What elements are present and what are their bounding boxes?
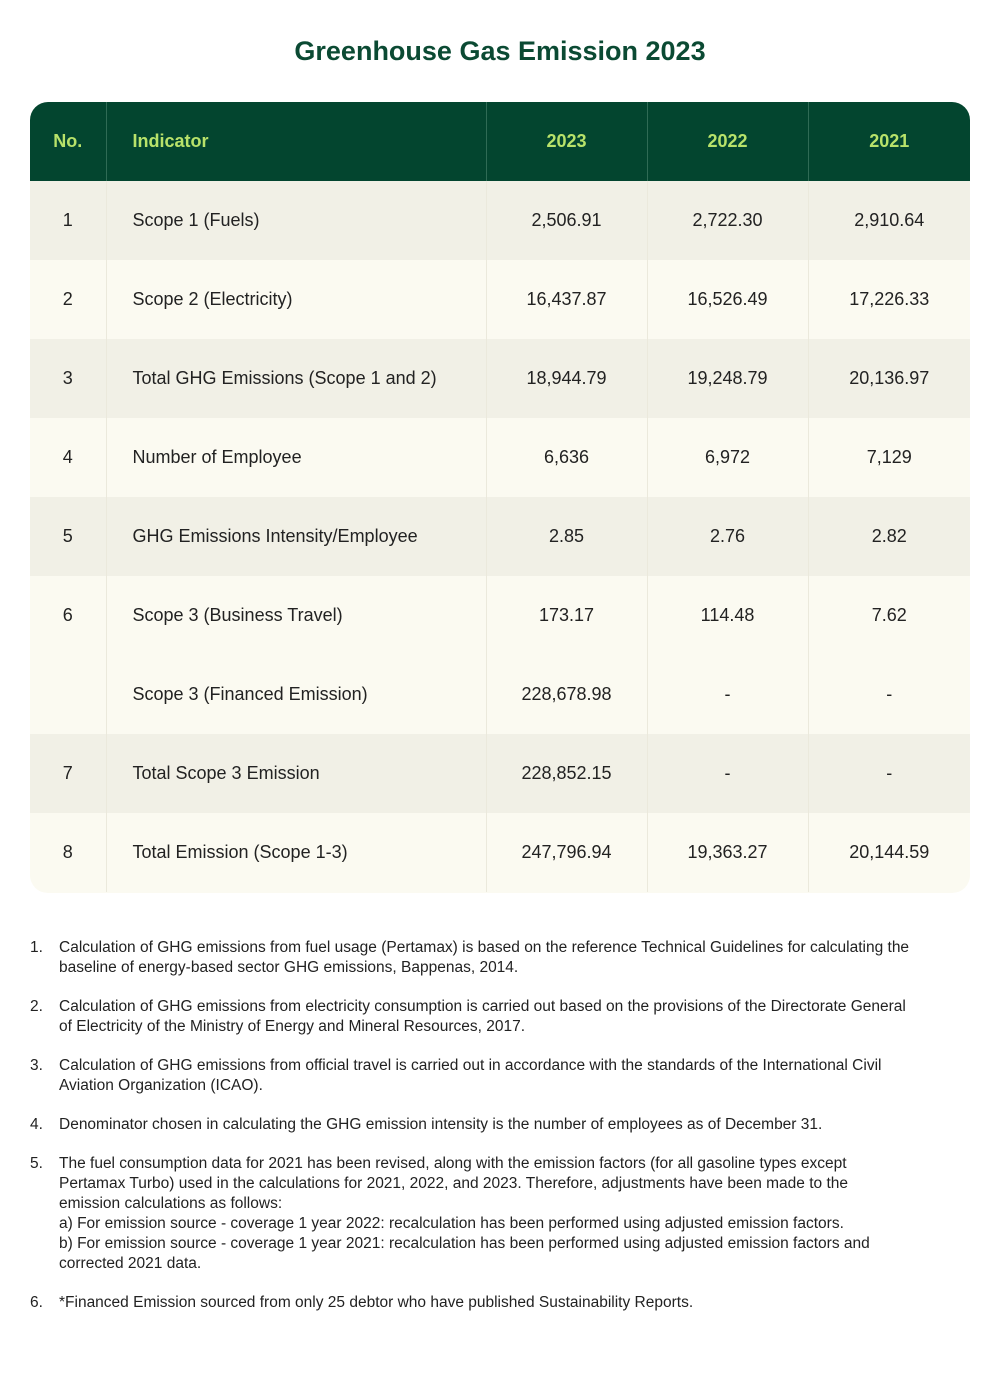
value-2021: 2,910.64	[854, 210, 925, 230]
value-2022: 19,248.79	[647, 339, 808, 418]
value-2022: 2.76	[647, 497, 808, 576]
value-2022: 19,363.27	[647, 813, 808, 892]
value-2023: 6,636	[486, 418, 647, 497]
footnote-text: Aviation Organization (ICAO).	[59, 1077, 263, 1094]
table-body	[30, 181, 970, 892]
indicator-cell: Scope 2 (Electricity)	[106, 260, 486, 339]
value-2023: 2.85	[486, 497, 647, 576]
row-number: 4	[30, 418, 106, 497]
value-2021: -	[886, 763, 893, 783]
emission-table	[30, 102, 970, 892]
table-row	[30, 813, 970, 892]
value-2022: 114.48	[647, 576, 808, 655]
value-2022: -	[647, 734, 808, 813]
footnote-text: emission calculations as follows:	[59, 1195, 283, 1212]
value-2021: 7,129	[866, 447, 912, 467]
indicator-cell: Scope 3 (Business Travel)	[106, 576, 486, 655]
footnote-number: 3.	[30, 1057, 43, 1074]
footnote-text: a) For emission source - coverage 1 year 2022: recalculation has been performed using adjusted emission factors.	[59, 1215, 844, 1232]
value-2022: 6,972	[647, 418, 808, 497]
indicator-cell: Total GHG Emissions (Scope 1 and 2)	[106, 339, 486, 418]
value-2021: 7.62	[871, 605, 907, 625]
footnote-item	[30, 938, 970, 978]
footnote-text: Pertamax Turbo) used in the calculations for 2021, 2022, and 2023. Therefore, adjustments have been made to the	[59, 1175, 848, 1192]
footnote-text: baseline of energy-based sector GHG emissions, Bappenas, 2014.	[59, 959, 519, 976]
value-2021: 2.82	[871, 526, 907, 546]
value-2023: 18,944.79	[486, 339, 647, 418]
footnote-text: Denominator chosen in calculating the GHG emission intensity is the number of employees as of December 31.	[59, 1116, 823, 1133]
value-2021: 17,226.33	[849, 289, 930, 309]
footnote-number: 5.	[30, 1155, 43, 1172]
footnote-item	[30, 1154, 970, 1274]
footnote-text: of Electricity of the Ministry of Energy and Mineral Resources, 2017.	[59, 1018, 526, 1035]
header-2023: 2023	[486, 102, 647, 181]
footnote-text: corrected 2021 data.	[59, 1255, 202, 1272]
value-2023: 2,506.91	[486, 181, 647, 260]
row-number: 1	[30, 181, 106, 260]
table-row	[30, 181, 970, 260]
indicator-cell: GHG Emissions Intensity/Employee	[106, 497, 486, 576]
table-row	[30, 734, 970, 813]
footnote-text: *Financed Emission sourced from only 25 debtor who have published Sustainability Reports.	[59, 1294, 694, 1311]
footnote-item	[30, 1293, 970, 1313]
value-2022: -	[647, 655, 808, 734]
value-2021: 20,144.59	[849, 842, 930, 862]
table-row	[30, 576, 970, 655]
footnotes-list	[30, 938, 970, 1332]
value-2023: 16,437.87	[486, 260, 647, 339]
page-title: Greenhouse Gas Emission 2023	[294, 36, 706, 66]
footnote-text: The fuel consumption data for 2021 has been revised, along with the emission factors (for all gasoline types except	[59, 1155, 847, 1172]
row-number: 2	[30, 260, 106, 339]
header-no: No.	[30, 102, 106, 181]
header-2021: 2021	[869, 131, 910, 151]
footnote-item	[30, 997, 970, 1037]
indicator-cell: Scope 1 (Fuels)	[106, 181, 486, 260]
row-number: 3	[30, 339, 106, 418]
row-number	[30, 655, 106, 734]
row-number: 7	[30, 734, 106, 813]
footnote-text: Calculation of GHG emissions from official travel is carried out in accordance with the standards of the International Civil	[59, 1057, 882, 1074]
footnote-number: 2.	[30, 998, 43, 1015]
row-number: 8	[30, 813, 106, 892]
value-2022: 16,526.49	[647, 260, 808, 339]
header-indicator: Indicator	[106, 102, 486, 181]
footnote-text: Calculation of GHG emissions from electricity consumption is carried out based on the provisions of the Directorate General	[59, 998, 906, 1015]
indicator-cell: Scope 3 (Financed Emission)	[106, 655, 486, 734]
header-2022: 2022	[647, 102, 808, 181]
footnote-item	[30, 1115, 970, 1135]
footnote-number: 6.	[30, 1294, 43, 1311]
value-2022: 2,722.30	[647, 181, 808, 260]
value-2021: 20,136.97	[849, 368, 930, 388]
table-row	[30, 260, 970, 339]
value-2021: -	[886, 684, 893, 704]
footnote-item	[30, 1056, 970, 1096]
indicator-cell: Number of Employee	[106, 418, 486, 497]
footnote-number: 4.	[30, 1116, 43, 1133]
table-row	[30, 418, 970, 497]
row-number: 5	[30, 497, 106, 576]
value-2023: 247,796.94	[486, 813, 647, 892]
row-number: 6	[30, 576, 106, 655]
table-row	[30, 497, 970, 576]
footnote-text: b) For emission source - coverage 1 year 2021: recalculation has been performed using adjusted emission factors and	[59, 1235, 870, 1252]
footnote-number: 1.	[30, 939, 43, 956]
value-2023: 228,678.98	[486, 655, 647, 734]
indicator-cell: Total Scope 3 Emission	[106, 734, 486, 813]
table-header-row	[30, 102, 970, 181]
value-2023: 173.17	[486, 576, 647, 655]
indicator-cell: Total Emission (Scope 1-3)	[106, 813, 486, 892]
value-2023: 228,852.15	[486, 734, 647, 813]
table-row	[30, 339, 970, 418]
footnote-text: Calculation of GHG emissions from fuel usage (Pertamax) is based on the reference Technical Guidelines for calculating the	[59, 939, 910, 956]
table-row	[30, 655, 970, 734]
emission-table-container	[30, 102, 970, 893]
